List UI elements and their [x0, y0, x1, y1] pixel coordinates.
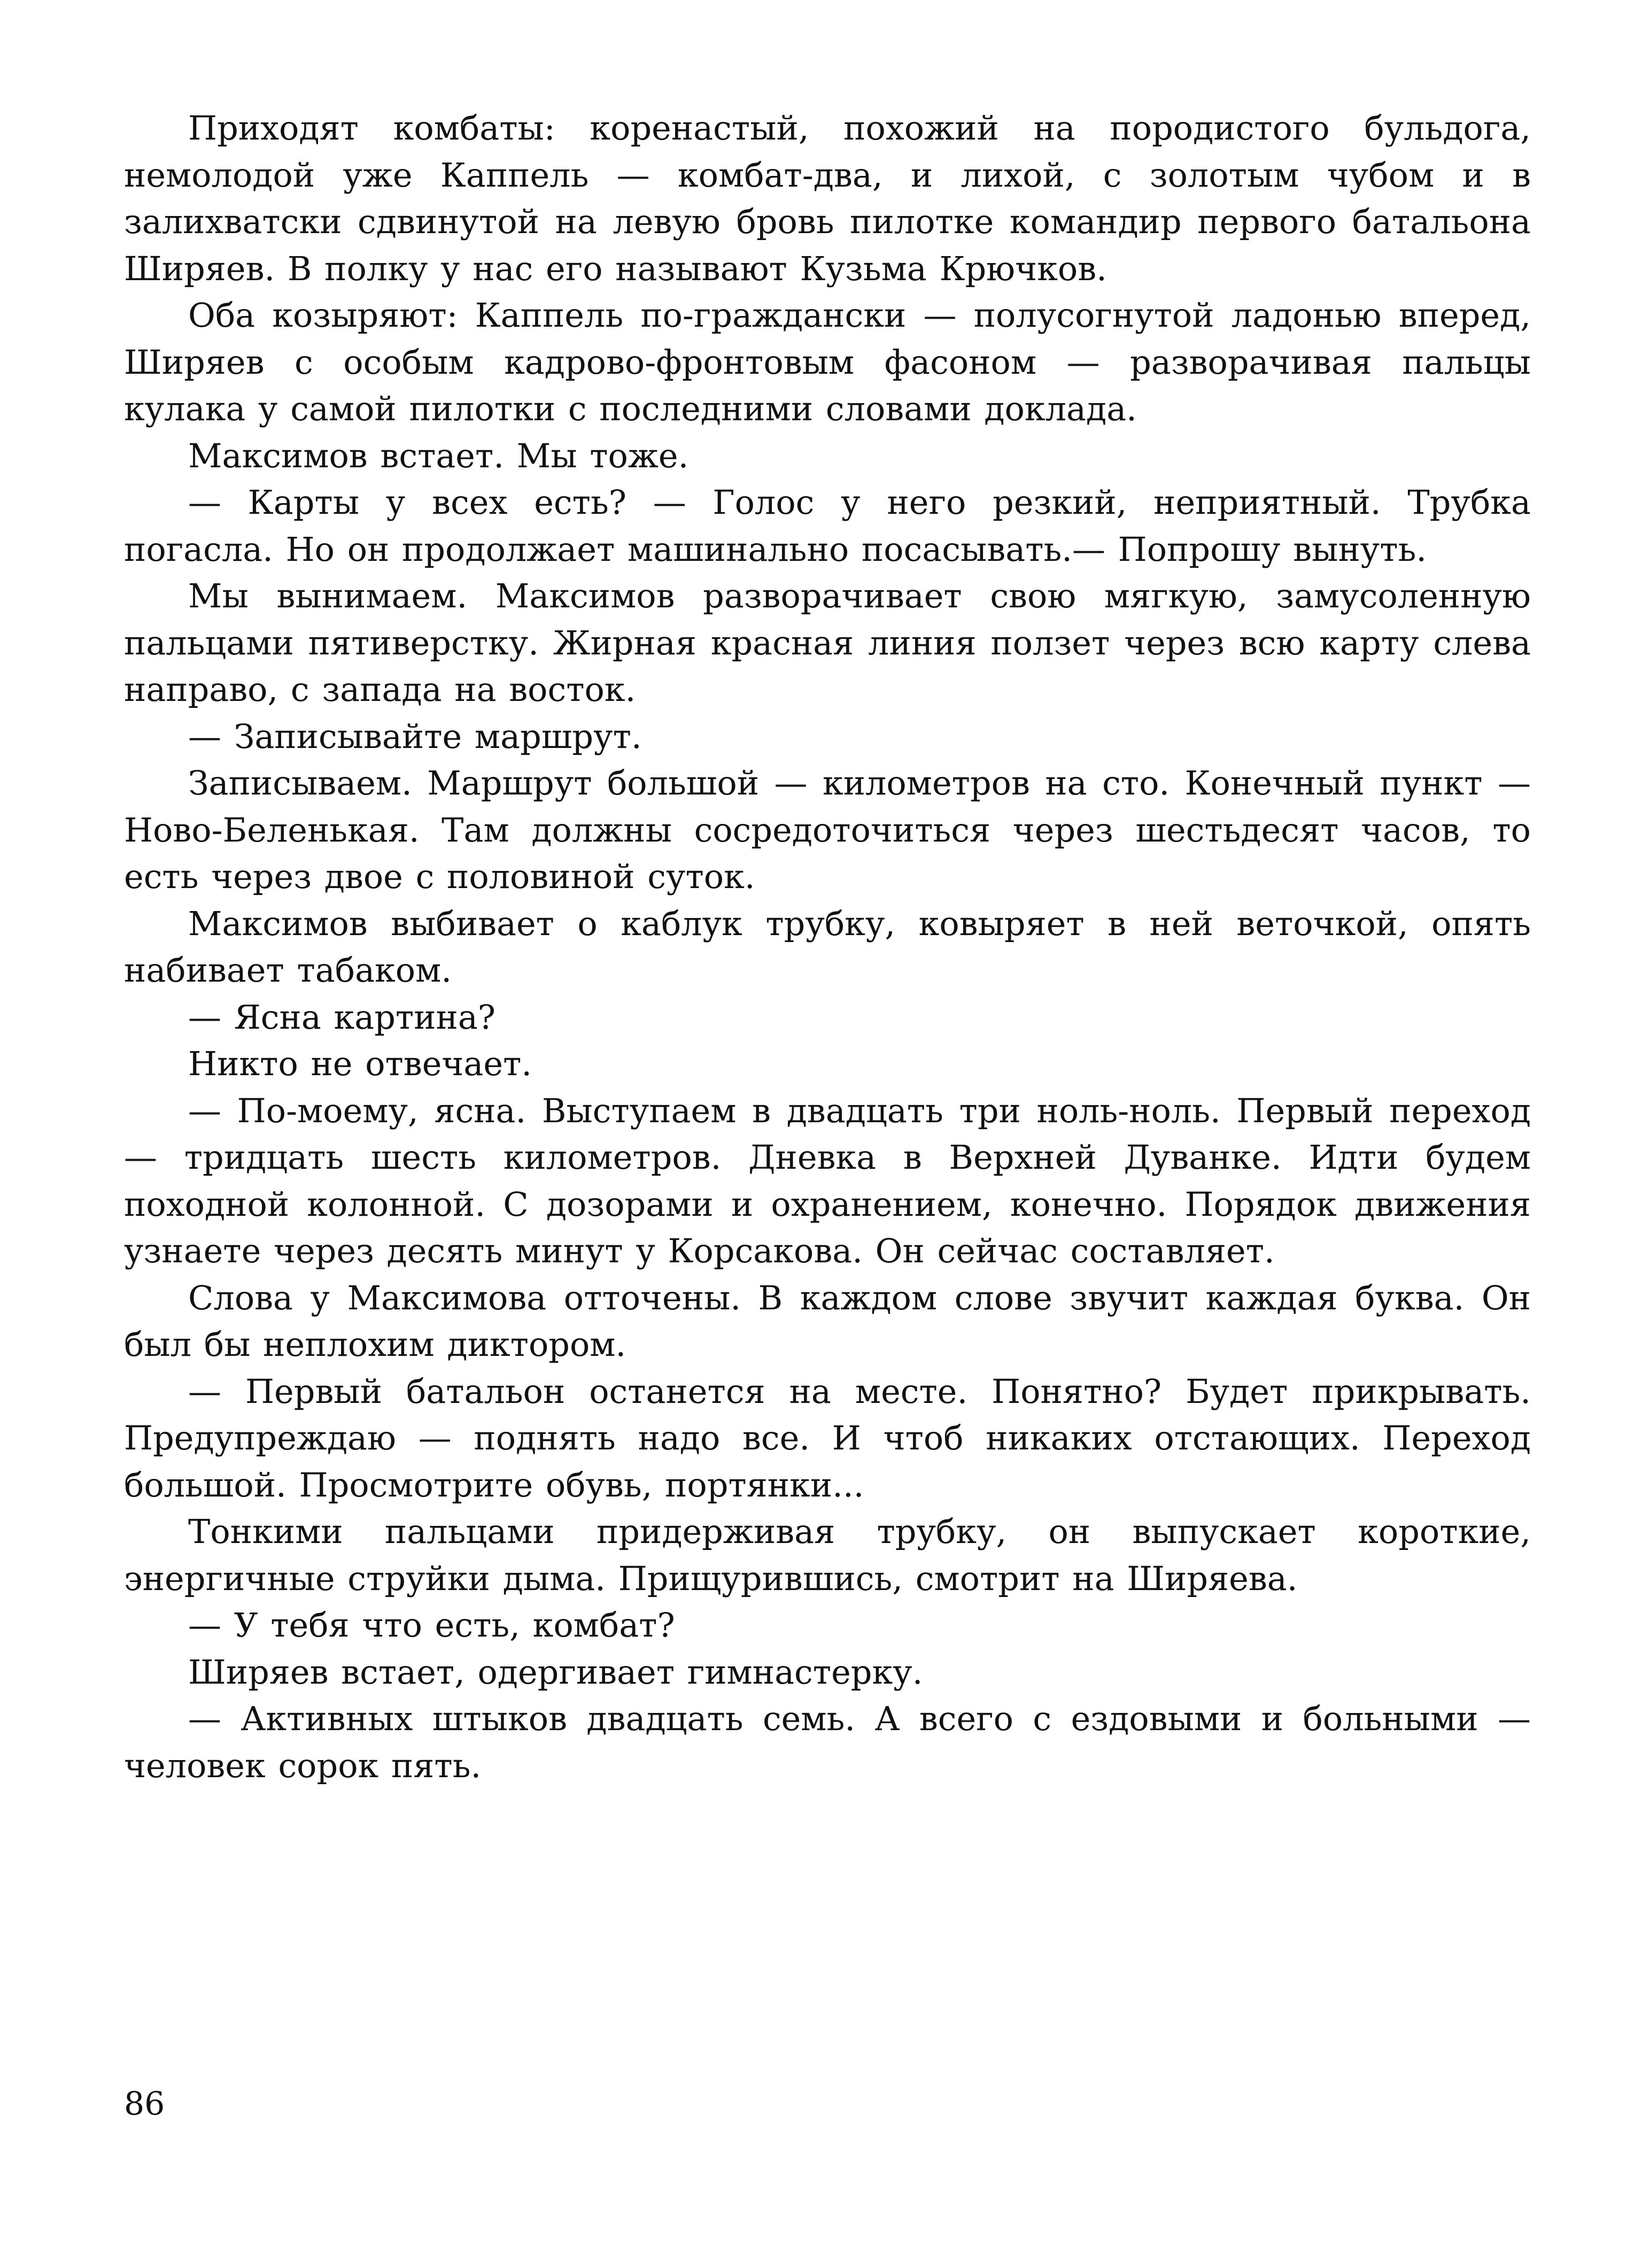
paragraph: Максимов выбивает о каблук трубку, ковыряет в ней веточкой, опять набивает табаком.	[124, 904, 1531, 990]
paragraph: Максимов встает. Мы тоже.	[188, 436, 689, 475]
paragraph: Записываем. Маршрут большой — километров на сто. Конечный пункт — Ново-Беленькая. Там должны сосредоточиться через шестьдесят часов, то есть через двое с половиной суток.	[124, 763, 1531, 896]
page-number: 86	[124, 2085, 165, 2123]
dialogue-line: — По-моему, ясна. Выступаем в двадцать три ноль-ноль. Первый переход — тридцать шесть километров. Дневка в Верхней Дуванке. Идти будем походной колонной. С дозорами и охранением, конечно. Порядок движения узнаете через десять минут у Корсакова. Он сейчас составляет.	[124, 1091, 1531, 1270]
dialogue-line: — У тебя что есть, комбат?	[188, 1606, 675, 1645]
paragraph: Никто не отвечает.	[188, 1044, 532, 1083]
paragraph: Тонкими пальцами придерживая трубку, он выпускает короткие, энергичные струйки дыма. Прищурившись, смотрит на Ширяева.	[124, 1512, 1531, 1598]
dialogue-line: — Первый батальон останется на месте. Понятно? Будет прикрывать. Предупреждаю — поднять надо все. И чтоб никаких отстающих. Переход большой. Просмотрите обувь, портянки...	[124, 1371, 1531, 1505]
paragraph: Приходят комбаты: коренастый, похожий на породистого бульдога, немолодой уже Каппель — комбат-два, и лихой, с золотым чубом и в залихватски сдвинутой на левую бровь пилотке командир первого батальона Ширяев. В полку у нас его называют Кузьма Крючков.	[124, 109, 1531, 288]
paragraph: Оба козыряют: Каппель по-граждански — полусогнутой ладонью вперед, Ширяев с особым кадрово-фронтовым фасоном — разворачивая пальцы кулака у самой пилотки с последними словами доклада.	[124, 296, 1531, 428]
dialogue-line: — Записывайте маршрут.	[188, 716, 642, 756]
page-text	[124, 105, 1531, 1789]
dialogue-line: — Активных штыков двадцать семь. А всего с ездовыми и больными — человек сорок пять.	[124, 1699, 1531, 1785]
paragraph: Мы вынимаем. Максимов разворачивает свою мягкую, замусоленную пальцами пятиверстку. Жирная красная линия ползет через всю карту слева направо, с запада на восток.	[124, 576, 1531, 709]
dialogue-line: — Карты у всех есть? — Голос у него резкий, неприятный. Трубка погасла. Но он продолжает машинально посасывать.— Попрошу вынуть.	[124, 483, 1531, 569]
dialogue-line: — Ясна картина?	[188, 997, 496, 1037]
paragraph: Ширяев встает, одергивает гимнастерку.	[188, 1652, 923, 1692]
paragraph: Слова у Максимова отточены. В каждом слове звучит каждая буква. Он был бы неплохим диктором.	[124, 1278, 1531, 1364]
